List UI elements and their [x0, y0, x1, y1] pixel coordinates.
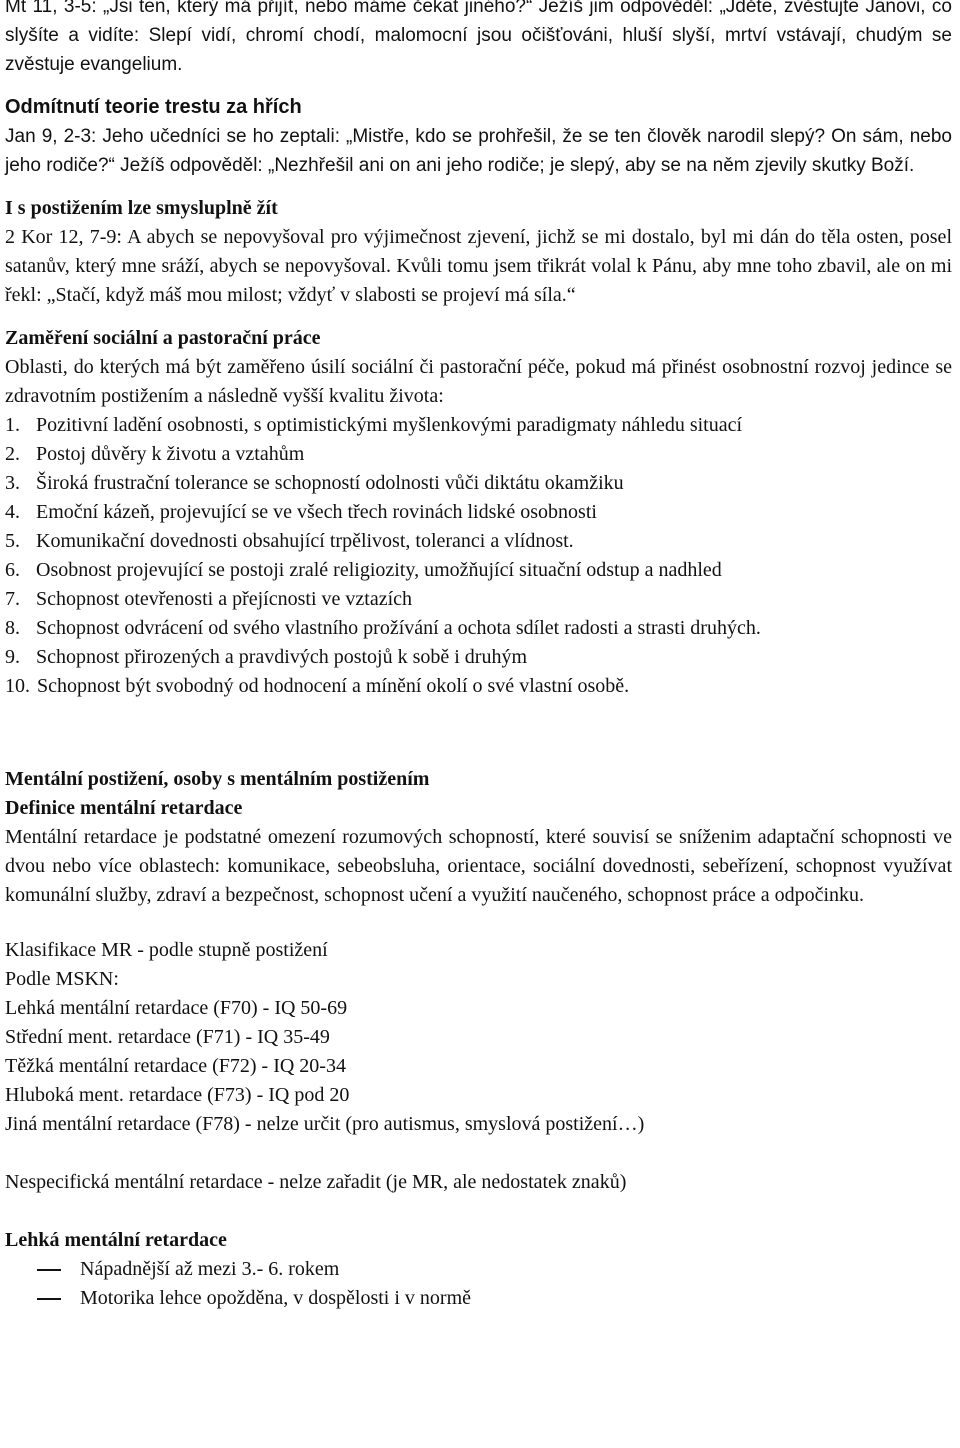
section-heading-social-pastoral: Zaměření sociální a pastorační práce	[5, 327, 321, 349]
intro-block	[5, 0, 952, 180]
list-item: 10. Schopnost být svobodný od hodnocení a mínění okolí o své vlastní osobě.	[5, 675, 630, 697]
intro-paragraph: Mt 11, 3-5: „Jsi ten, který má přijít, nebo máme čekat jiného?“ Ježíš jim odpověděl: „Jděte, zvěstujte Janovi, co slyšíte a vidíte: Slepí vidí, chromí chodí, malomocní jsou očišťováni, hluší slyší, mrtví vstávají, chudým se zvěstuje evangelium.	[5, 0, 952, 75]
section-text-meaningful-life: 2 Kor 12, 7-9: A abych se nepovyšoval pro výjimečnost zjevení, jichž se mi dostalo, byl mi dán do těla osten, posel satanův, který mne sráží, abych se nepovyšoval. Kvůli tomu jsem třikrát volal k Pánu, aby mne toho zbavil, ale on mi řekl: „Stačí, když máš mou milost; vždyť v slabosti se projeví má síla.“	[5, 226, 952, 306]
section-heading-mild-retardation: Lehká mentální retardace	[5, 1229, 227, 1251]
section-text-social-pastoral: Oblasti, do kterých má být zaměřeno úsilí sociální či pastorační péče, pokud má přinést osobnostní rozvoj jedince se zdravotním postižením a následně vyšší kvalitu života:	[5, 356, 952, 407]
section-text-punishment: Jan 9, 2-3: Jeho učedníci se ho zeptali: „Mistře, kdo se prohřešil, že se ten člověk narodil slepý? On sám, nebo jeho rodiče?“ Ježíš odpověděl: „Nezhřešil ani on ani jeho rodiče; je slepý, aby se na něm zjevily skutky Boží.	[5, 126, 952, 176]
classification-block	[5, 936, 952, 1139]
list-item: 6. Osobnost projevující se postoji zralé religiozity, umožňující situační odstup a nadhled	[5, 559, 722, 581]
list-item: 9. Schopnost přirozených a pravdivých postojů k sobě i druhým	[5, 646, 528, 668]
section-heading-mental-disability: Mentální postižení, osoby s mentálním postižením	[5, 768, 430, 790]
classification-line: Hluboká ment. retardace (F73) - IQ pod 20	[5, 1084, 350, 1106]
list-item: Motorika lehce opožděna, v dospělosti i v normě	[5, 1284, 952, 1313]
areas-list	[5, 411, 952, 701]
mild-retardation-list	[5, 1255, 952, 1313]
list-item: Nápadnější až mezi 3.- 6. rokem	[5, 1255, 952, 1284]
list-item: 4. Emoční kázeň, projevující se ve všech třech rovinách lidské osobnosti	[5, 501, 597, 523]
section-heading-meaningful-life: I s postižením lze smysluplně žít	[5, 197, 278, 219]
section-heading-definition: Definice mentální retardace	[5, 797, 243, 819]
nonspecific-line: Nespecifická mentální retardace - nelze zařadit (je MR, ale nedostatek znaků)	[5, 1171, 627, 1193]
classification-line: Těžká mentální retardace (F72) - IQ 20-34	[5, 1055, 346, 1077]
list-item: 7. Schopnost otevřenosti a přejícnosti ve vztazích	[5, 588, 413, 610]
section-heading-punishment: Odmítnutí teorie trestu za hřích	[5, 96, 302, 118]
section-text-definition: Mentální retardace je podstatné omezení rozumových schopností, které souvisí se sníženim adaptační schopnosti ve dvou nebo více oblastech: komunikace, sebeobsluha, orientace, sociální dovednosti, sebeřízení, schopnost využívat komunální služby, zdraví a bezpečnost, schopnost učení a využití naučeného, schopnost práce a odpočinku.	[5, 826, 952, 906]
list-item: 1. Pozitivní ladění osobnosti, s optimistickými myšlenkovými paradigmaty náhledu situací	[5, 414, 743, 436]
list-item: 3. Široká frustrační tolerance se schopností odolnosti vůči diktátu okamžiku	[5, 472, 624, 494]
list-item: 2. Postoj důvěry k životu a vztahům	[5, 443, 305, 465]
dash-bullet-icon	[5, 1284, 80, 1313]
classification-line: Klasifikace MR - podle stupně postižení	[5, 939, 328, 961]
dash-bullet-icon	[5, 1255, 80, 1284]
list-item: 8. Schopnost odvrácení od svého vlastního prožívání a ochota sdílet radosti a strasti druhých.	[5, 617, 761, 639]
classification-line: Střední ment. retardace (F71) - IQ 35-49	[5, 1026, 330, 1048]
list-item: 5. Komunikační dovednosti obsahující trpělivost, toleranci a vlídnost.	[5, 530, 574, 552]
classification-line: Lehká mentální retardace (F70) - IQ 50-69	[5, 997, 348, 1019]
classification-line: Jiná mentální retardace (F78) - nelze určit (pro autismus, smyslová postižení…)	[5, 1113, 645, 1135]
classification-line: Podle MSKN:	[5, 968, 119, 990]
